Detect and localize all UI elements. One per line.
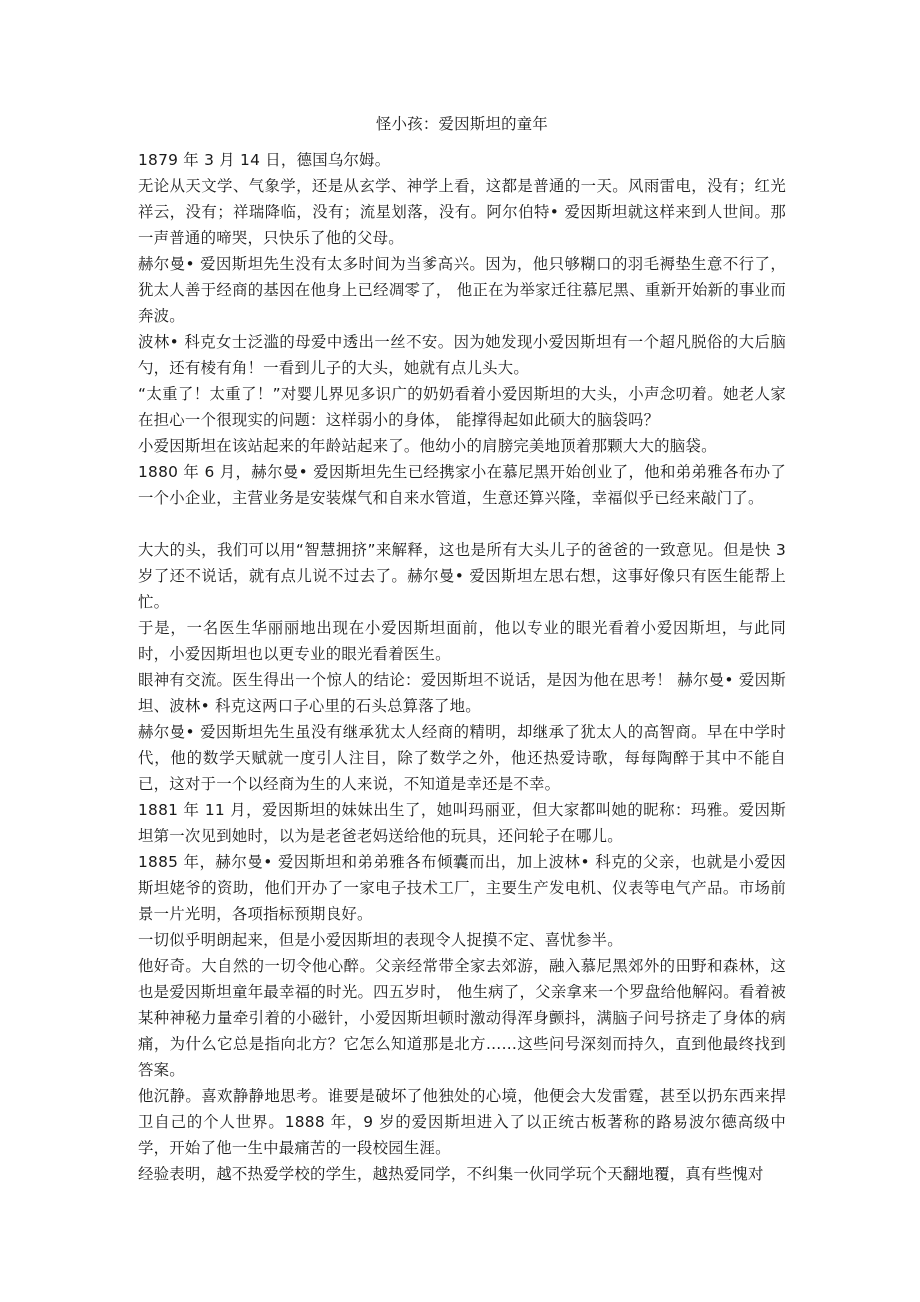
document-page — [138, 111, 786, 1187]
paragraph-grandmother: “太重了！太重了！”对婴儿界见多识广的奶奶看着小爱因斯坦的大头，小声念叨着。她老人家在担心一个很现实的问题：这样弱小的身体， 能撑得起如此硕大的脑袋吗？ — [138, 385, 786, 429]
paragraph-quiet: 他沉静。喜欢静静地思考。谁要是破坏了他独处的心境，他便会大发雷霆，甚至以扔东西来捍卫自己的个人世界。1888 年，9 岁的爱因斯坦进入了以正统古板著称的路易波尔德高级中学，开始了他一生中最痛苦的一段校园生涯。 — [138, 1087, 786, 1157]
paragraph-conclusion: 眼神有交流。医生得出一个惊人的结论：爱因斯坦不说话，是因为他在思考！ 赫尔曼• 爱因斯坦、波林• 科克这两口子心里的石头总算落了地。 — [138, 671, 786, 715]
paragraph-big-head: 大大的头，我们可以用“智慧拥挤”来解释，这也是所有大头儿子的爸爸的一致意见。但是快 3 岁了还不说话，就有点儿说不过去了。赫尔曼• 爱因斯坦左思右想，这事好像只有医生能帮上忙。 — [138, 541, 786, 611]
paragraph-experience: 经验表明，越不热爱学校的学生，越热爱同学，不纠集一伙同学玩个天翻地覆，真有些愧对 — [138, 1165, 764, 1183]
paragraph-1880: 1880 年 6 月，赫尔曼• 爱因斯坦先生已经携家小在慕尼黑开始创业了，他和弟弟雅各布办了一个小企业，主营业务是安装煤气和自来水管道，生意还算兴隆，幸福似乎已经来敲门了。 — [138, 463, 786, 507]
paragraph-gap — [138, 511, 786, 537]
paragraph-1881: 1881 年 11 月，爱因斯坦的妹妹出生了，她叫玛丽亚，但大家都叫她的昵称：玛雅。爱因斯坦第一次见到她时，以为是老爸老妈送给他的玩具，还问轮子在哪儿。 — [138, 801, 786, 845]
paragraph-pauline: 波林• 科克女士泛滥的母爱中透出一丝不安。因为她发现小爱因斯坦有一个超凡脱俗的大后脑勺，还有棱有角！一看到儿子的大头，她就有点儿头大。 — [138, 333, 786, 377]
paragraph-standing: 小爱因斯坦在该站起来的年龄站起来了。他幼小的肩膀完美地顶着那颗大大的脑袋。 — [138, 437, 717, 455]
paragraph-hermann-talent: 赫尔曼• 爱因斯坦先生虽没有继承犹太人经商的精明，却继承了犹太人的高智商。早在中学时代，他的数学天赋就一度引人注目，除了数学之外，他还热爱诗歌，每每陶醉于其中不能自已，这对于一个以经商为生的人来说，不知道是幸还是不幸。 — [138, 723, 786, 793]
paragraph-birth-date: 1879 年 3 月 14 日，德国乌尔姆。 — [138, 151, 391, 169]
paragraph-hermann: 赫尔曼• 爱因斯坦先生没有太多时间为当爹高兴。因为，他只够糊口的羽毛褥垫生意不行了，犹太人善于经商的基因在他身上已经凋零了， 他正在为举家迁往慕尼黑、重新开始新的事业而奔波。 — [138, 255, 786, 325]
paragraph-1885: 1885 年，赫尔曼• 爱因斯坦和弟弟雅各布倾囊而出，加上波林• 科克的父亲，也就是小爱因斯坦姥爷的资助，他们开办了一家电子技术工厂，主要生产发电机、仪表等电气产品。市场前景一片光明，各项指标预期良好。 — [138, 853, 786, 923]
paragraph-mixed: 一切似乎明朗起来，但是小爱因斯坦的表现令人捉摸不定、喜忧参半。 — [138, 931, 623, 949]
paragraph-doctor: 于是，一名医生华丽丽地出现在小爱因斯坦面前，他以专业的眼光看着小爱因斯坦，与此同时，小爱因斯坦也以更专业的眼光看着医生。 — [138, 619, 786, 663]
paragraph-ordinary-day: 无论从天文学、气象学，还是从玄学、神学上看，这都是普通的一天。风雨雷电，没有；红光祥云，没有；祥瑞降临，没有；流星划落，没有。阿尔伯特• 爱因斯坦就这样来到人世间。那一声普通的啼哭，只快乐了他的父母。 — [138, 177, 786, 247]
document-title: 怪小孩：爱因斯坦的童年 — [375, 115, 549, 133]
paragraph-curious: 他好奇。大自然的一切令他心醉。父亲经常带全家去郊游，融入慕尼黑郊外的田野和森林，这也是爱因斯坦童年最幸福的时光。四五岁时， 他生病了，父亲拿来一个罗盘给他解闷。看着被某种神秘力量牵引着的小磁针，小爱因斯坦顿时激动得浑身颤抖，满脑子问号挤走了身体的病痛，为什么它总是指向北方？它怎么知道那是北方……这些问号深刻而持久，直到他最终找到答案。 — [138, 957, 786, 1079]
